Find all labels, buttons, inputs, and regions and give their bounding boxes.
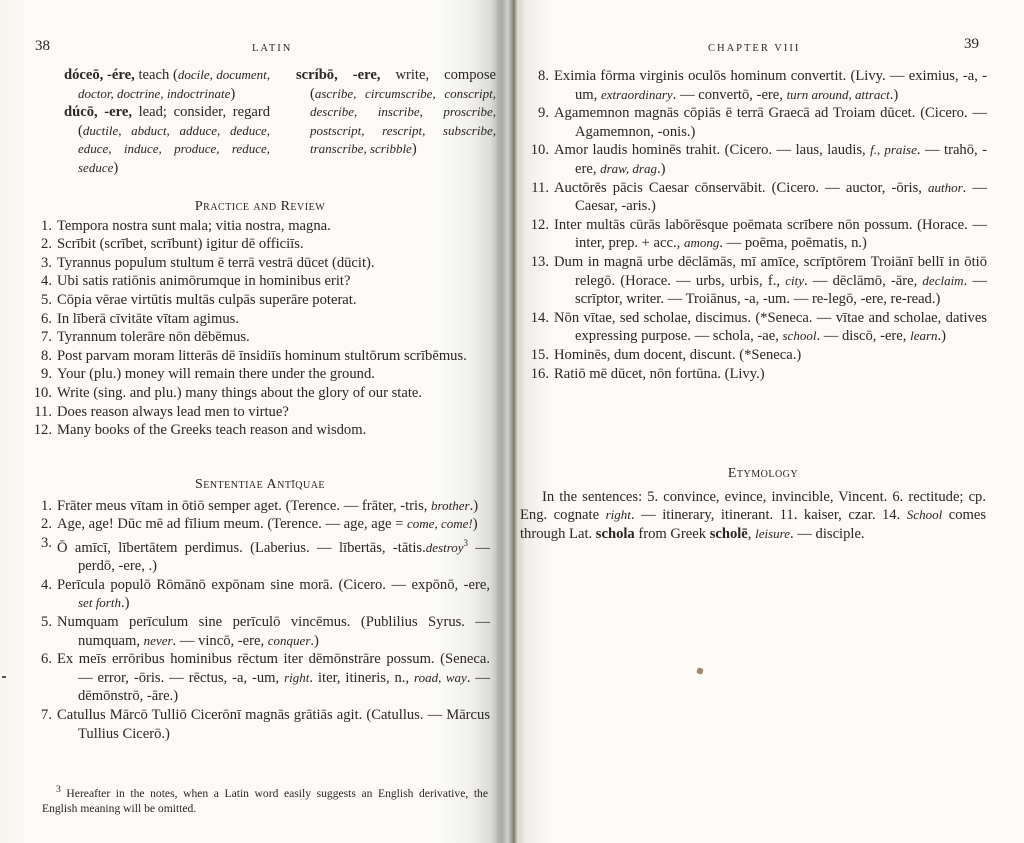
- item-number: 6.: [41, 651, 52, 668]
- item-number: 1.: [41, 217, 52, 234]
- item-number: 7.: [41, 706, 52, 723]
- item-text: Nōn vītae, sed scholae, discimus. (*Seneca. — vītae and scholae, datives expressing purpose. — schola, -ae,: [554, 309, 987, 345]
- item-number: 12.: [33, 422, 52, 439]
- item-number: 16.: [530, 365, 549, 382]
- item-text: . — scrīptor, writer. — Troiānus, -a, -um. — re-legō, -ere, re-read.): [575, 272, 988, 308]
- page-number-left: 38: [35, 38, 50, 54]
- list-item: [30, 421, 490, 440]
- item-text: . — poēma, poēmatis, n.): [719, 235, 867, 252]
- item-text: . — Caesar, -aris.): [575, 179, 988, 215]
- item-gloss: draw, drag: [600, 160, 657, 176]
- item-text: Age, age! Dūc mē ad fīlium meum. (Terence. — age, age =: [57, 516, 408, 533]
- item-text: . — dēmōnstrō, -āre.): [78, 669, 490, 705]
- item-gloss: author: [928, 179, 963, 195]
- item-text: Your (plu.) money will remain there under the ground.: [57, 366, 375, 383]
- item-text: . — convertō, -ere,: [672, 86, 787, 103]
- list-item: [527, 346, 987, 365]
- list-item: [527, 253, 987, 309]
- item-number: 10.: [33, 384, 52, 401]
- item-text: Hominēs, dum docent, discunt. (*Seneca.): [554, 346, 802, 363]
- list-item: [30, 613, 490, 650]
- item-text: .): [148, 558, 158, 575]
- item-number: 4.: [41, 273, 52, 290]
- item-number: 2.: [41, 516, 52, 533]
- list-item: [527, 141, 987, 178]
- item-text: Post parvam moram litterās dē īnsidiīs hominum stultōrum scrībēmus.: [57, 347, 467, 364]
- item-gloss: turn around, attract: [786, 86, 890, 102]
- sententiae-continued: [527, 67, 987, 383]
- item-text: Catullus Mārcō Tulliō Cicerōnī magnās grātiās agit. (Catullus. — Mārcus Tullius Cicerō.): [57, 706, 490, 742]
- item-text: . iter, itineris, n.,: [309, 669, 415, 686]
- item-gloss: f., praise: [870, 142, 917, 158]
- list-item: [527, 309, 987, 346]
- item-number: 5.: [41, 291, 52, 308]
- list-item: [30, 310, 490, 329]
- item-text: Dum in magnā urbe dēclāmās, mī amīce, scrīptōrem Troiānī bellī in ōtiō relegō. (Horace. — urbs, urbis, f.,: [554, 253, 987, 289]
- item-number: 10.: [530, 142, 549, 159]
- item-text: Agamemnon magnās cōpiās ē terrā Graecā ad Troiam dūcet. (Cicero. — Agamemnon, -onis.): [554, 105, 987, 140]
- item-text: . — trahō, -ere,: [575, 142, 987, 177]
- page-number-right: 39: [964, 36, 979, 52]
- item-number: 3.: [41, 254, 52, 271]
- list-item: [30, 650, 490, 706]
- item-number: 5.: [41, 614, 52, 631]
- item-gloss: never: [143, 632, 173, 648]
- list-item: [30, 384, 490, 403]
- etymology-paragraph: In the sentences: 5. convince, evince, invincible, Vincent. 6. rectitude; cp. Eng. cognate right. — itinerary, itinerant. 11. kaiser, czar. 14. School comes through Lat. schola from Greek scholē, leisure. — disciple.: [520, 488, 987, 542]
- item-number: 11.: [34, 403, 52, 420]
- footnote-marker: 3: [56, 784, 61, 795]
- item-text: Perīcula populō Rōmānō expōnam sine morā. (Cicero. — expōnō, -ere,: [57, 576, 490, 593]
- vocab-entry: dóceō, -ére, teach (docile, document, doctor, doctrine, indoctrinate): [64, 67, 270, 102]
- practice-list: [30, 217, 490, 440]
- item-text: Ubi satis ratiōnis animōrumque in hominibus erit?: [57, 273, 351, 290]
- practice-section: [30, 198, 490, 440]
- footnote-text: Hereafter in the notes, when a Latin word easily suggests an English derivative, the English meaning will be omitted.: [42, 786, 488, 815]
- item-gloss: destroy: [425, 539, 464, 555]
- list-item: [527, 179, 987, 216]
- item-gloss: right: [284, 669, 310, 685]
- list-item: [30, 365, 490, 384]
- vocab-entry: scríbō, -ere, write, compose (ascribe, circumscribe, conscript, describe, inscribe, proscribe, postscript, rescript, subscribe, transcribe, scribble): [296, 67, 496, 158]
- list-item: [30, 328, 490, 347]
- item-number: 8.: [538, 68, 549, 84]
- item-text: Ō amīcī, lībertātem perdimus. (Laberius. — lībertās, -tātis.: [57, 539, 426, 556]
- item-number: 1.: [41, 497, 52, 514]
- footnote-ref: 3: [463, 537, 469, 548]
- item-gloss: brother: [431, 497, 470, 513]
- item-gloss: set forth: [78, 595, 121, 611]
- item-gloss: learn: [910, 328, 938, 344]
- item-number: 13.: [530, 253, 549, 270]
- footnote: [42, 782, 488, 816]
- item-text: . — vincō, -ere,: [172, 632, 268, 649]
- sententiae-list: [30, 497, 490, 744]
- item-text: Inter multās cūrās labōrēsque poēmata scrībere nōn possum. (Horace. — inter, prep. + acc.,: [554, 216, 987, 252]
- list-item: [30, 254, 490, 273]
- book-gutter: [497, 0, 519, 843]
- item-gloss: conquer: [267, 632, 311, 648]
- list-item: [30, 576, 490, 613]
- vocab-entry: dúcō, -ere, lead; consider, regard (ductile, abduct, adduce, deduce, educe, induce, produce, reduce, seduce): [64, 104, 270, 176]
- list-item: [527, 104, 987, 141]
- sententiae-list: [527, 67, 987, 383]
- item-text: .): [120, 595, 130, 612]
- item-text: .): [889, 86, 899, 103]
- item-number: 8.: [41, 347, 52, 364]
- list-item: [30, 497, 490, 516]
- section-heading: Sententiae Antīquae: [194, 477, 326, 492]
- item-number: 3.: [41, 534, 52, 551]
- vocab-column-left: [64, 66, 270, 178]
- item-text: Tyrannum tolerāre nōn dēbēmus.: [57, 329, 250, 346]
- etymology-section: [520, 465, 987, 543]
- item-text: In līberā cīvitāte vītam agimus.: [57, 310, 239, 327]
- list-item: [30, 347, 490, 366]
- list-item: [30, 217, 490, 236]
- item-text: Tempora nostra sunt mala; vitia nostra, magna.: [57, 217, 331, 234]
- item-text: Write (sing. and plu.) many things about the glory of our state.: [57, 384, 422, 401]
- running-head-right: CHAPTER VIII: [708, 43, 801, 54]
- item-text: Eximia fōrma virginis oculōs hominum convertit. (Livy. — eximius, -a, -um,: [554, 68, 987, 103]
- item-text: .): [937, 328, 947, 345]
- item-text: Frāter meus vītam in ōtiō semper aget. (Terence. — frāter, -tris,: [57, 497, 432, 514]
- item-text: Does reason always lead men to virtue?: [57, 403, 289, 420]
- item-text: .): [656, 160, 666, 177]
- list-item: [30, 403, 490, 422]
- item-gloss: declaim: [922, 272, 964, 288]
- item-gloss: extraordinary: [600, 86, 673, 102]
- item-text: Tyrannus populum stultum ē terrā vestrā dūcet (dūcit).: [57, 254, 375, 271]
- item-number: 2.: [41, 236, 52, 253]
- vocab-column-right: [296, 66, 496, 159]
- item-text: Numquam perīculum sine perīculō vincēmus. (Publilius Syrus. — numquam,: [57, 614, 490, 649]
- item-text: Many books of the Greeks teach reason and wisdom.: [57, 422, 367, 439]
- running-head-left: LATIN: [252, 43, 293, 54]
- list-item: [30, 706, 490, 743]
- list-item: [30, 235, 490, 254]
- list-item: [527, 67, 987, 104]
- sententiae-section: [30, 476, 490, 743]
- item-text: Scrībit (scrībet, scrībunt) igitur dē officiīs.: [57, 236, 304, 253]
- item-text: Cōpia vērae virtūtis multās culpās superāre poterat.: [57, 291, 357, 308]
- list-item: [527, 365, 987, 384]
- item-number: 7.: [41, 329, 52, 346]
- item-number: 4.: [41, 576, 52, 593]
- item-text: Amor laudis hominēs trahit. (Cicero. — laus, laudis,: [554, 142, 871, 159]
- item-number: 9.: [41, 366, 52, 383]
- item-text: — perdō, -ere,: [78, 539, 490, 575]
- section-heading: Etymology: [727, 466, 799, 481]
- item-text: Auctōrēs pācis Caesar cōnservābit. (Cicero. — auctor, -ōris,: [554, 179, 928, 196]
- item-text: .): [469, 497, 479, 514]
- list-item: [30, 534, 490, 576]
- list-item: [30, 515, 490, 534]
- item-text: Ratiō mē dūcet, nōn fortūna. (Livy.): [554, 365, 765, 382]
- item-gloss: school: [782, 328, 817, 344]
- item-gloss: city: [785, 272, 805, 288]
- item-gloss: come, come!: [407, 516, 473, 532]
- item-number: 9.: [538, 105, 549, 122]
- section-heading: Practice and Review: [194, 199, 326, 214]
- item-number: 14.: [530, 309, 549, 326]
- list-item: [30, 291, 490, 310]
- item-gloss: road, way: [414, 669, 467, 685]
- item-number: 6.: [41, 310, 52, 327]
- item-gloss: among: [683, 235, 720, 251]
- list-item: [527, 216, 987, 253]
- item-text: Ex meīs errōribus hominibus rēctum iter dēmōnstrāre possum. (Seneca. — error, -ōris. — rēctus, -a, -um,: [57, 651, 490, 686]
- item-text: ): [472, 516, 478, 533]
- item-number: 11.: [531, 179, 549, 196]
- list-item: [30, 272, 490, 291]
- item-number: 12.: [530, 216, 549, 233]
- item-number: 15.: [530, 346, 549, 363]
- item-text: . — dēclāmō, -āre,: [804, 272, 923, 289]
- scan-mark: [2, 676, 6, 678]
- item-text: . — discō, -ere,: [816, 328, 911, 345]
- item-text: .): [310, 632, 319, 649]
